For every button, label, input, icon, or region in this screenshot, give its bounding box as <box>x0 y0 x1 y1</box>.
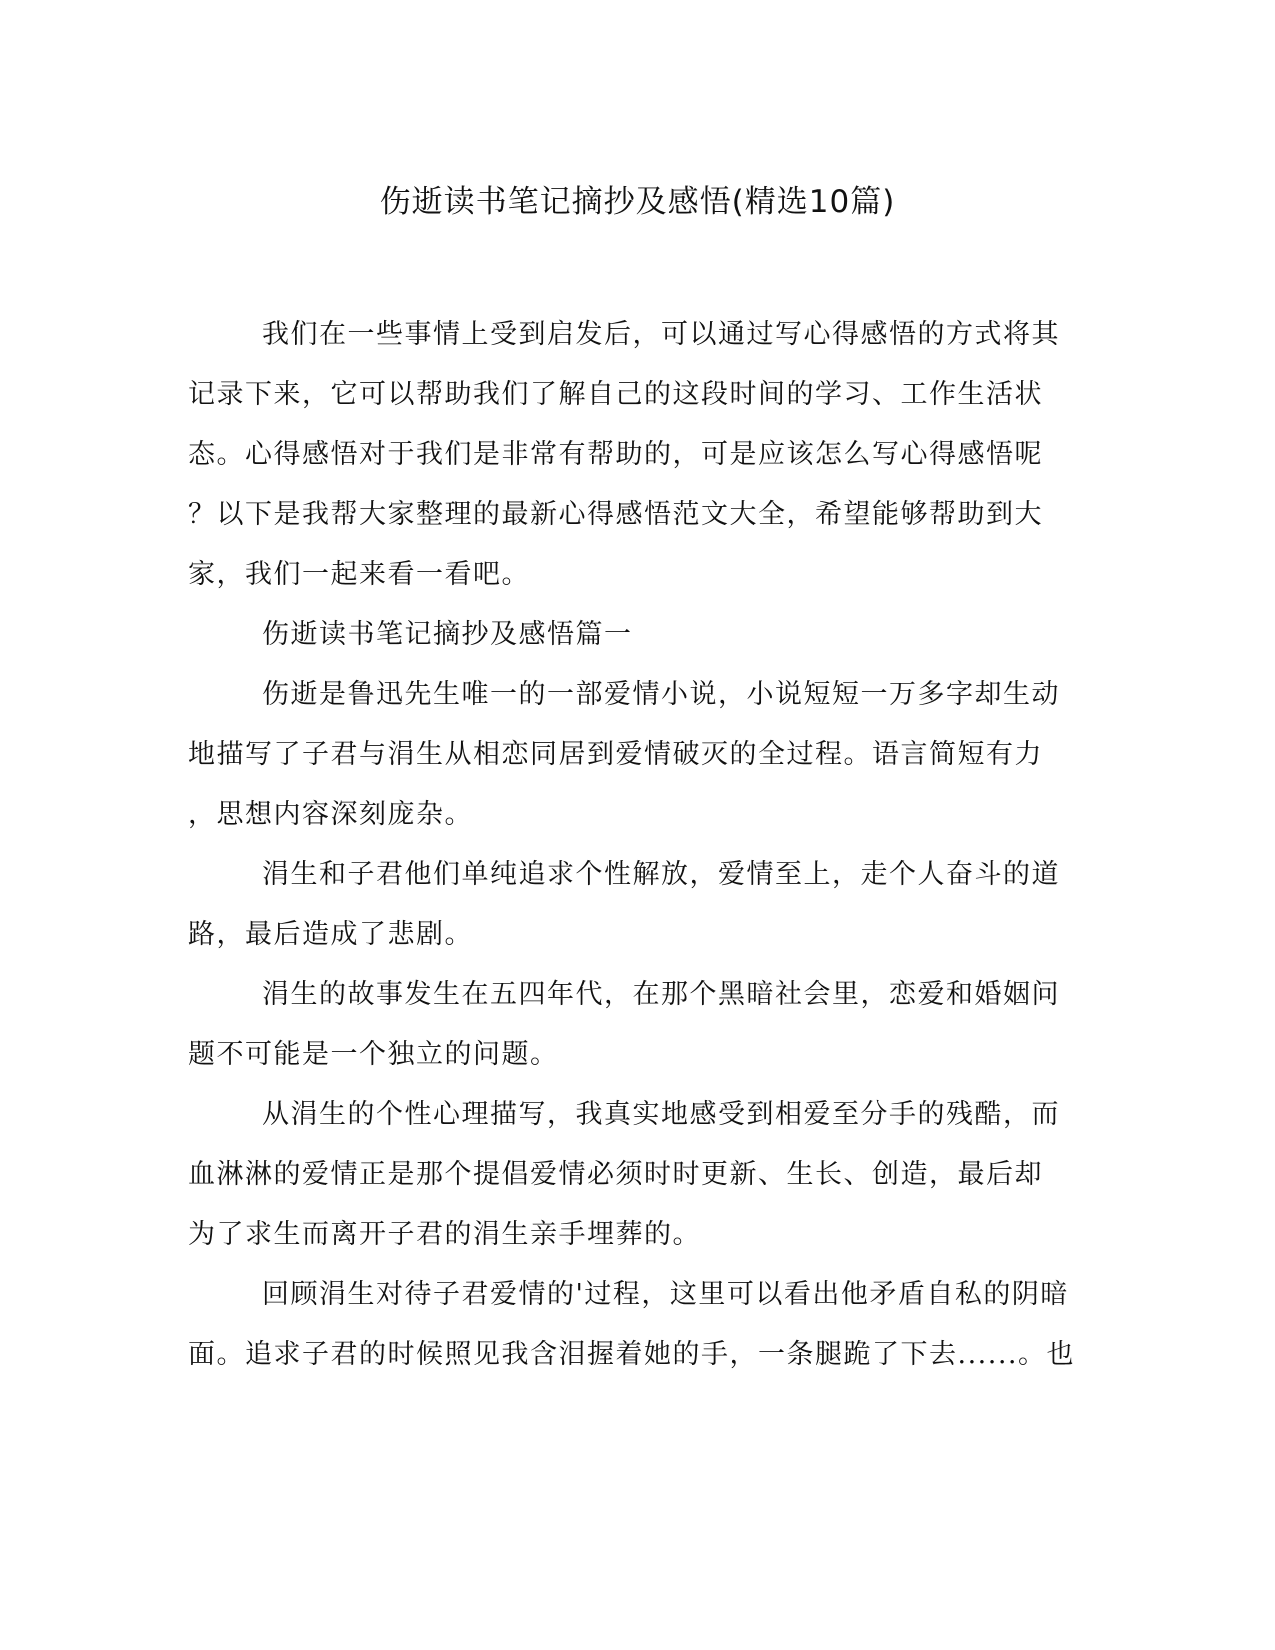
text-line: 为了求生而离开子君的涓生亲手埋葬的。 <box>188 1219 701 1250</box>
text-line: 记录下来，它可以帮助我们了解自己的这段时间的学习、工作生活状 <box>188 379 1043 410</box>
text-line: 地描写了子君与涓生从相恋同居到爱情破灭的全过程。语言简短有力 <box>188 739 1043 770</box>
text-line: 伤逝读书笔记摘抄及感悟篇一 <box>262 619 633 650</box>
text-line: ，思想内容深刻庞杂。 <box>188 799 473 830</box>
text-line: 题不可能是一个独立的问题。 <box>188 1039 559 1070</box>
text-line: ？以下是我帮大家整理的最新心得感悟范文大全，希望能够帮助到大 <box>188 499 1043 530</box>
text-line: 面。追求子君的时候照见我含泪握着她的手，一条腿跪了下去......。也 <box>188 1339 1075 1370</box>
text-line: 伤逝是鲁迅先生唯一的一部爱情小说，小说短短一万多字却生动 <box>262 679 1060 710</box>
document-title: 伤逝读书笔记摘抄及感悟(精选10篇) <box>379 184 896 220</box>
text-line: 血淋淋的爱情正是那个提倡爱情必须时时更新、生长、创造，最后却 <box>188 1159 1043 1190</box>
text-line: 涓生的故事发生在五四年代，在那个黑暗社会里，恋爱和婚姻问 <box>262 979 1060 1010</box>
text-line: 路，最后造成了悲剧。 <box>188 919 473 950</box>
text-line: 家，我们一起来看一看吧。 <box>188 559 530 590</box>
text-line: 我们在一些事情上受到启发后，可以通过写心得感悟的方式将其 <box>262 319 1060 350</box>
text-line: 从涓生的个性心理描写，我真实地感受到相爱至分手的残酷，而 <box>262 1099 1060 1130</box>
text-line: 态。心得感悟对于我们是非常有帮助的，可是应该怎么写心得感悟呢 <box>188 439 1043 470</box>
text-line: 回顾涓生对待子君爱情的'过程，这里可以看出他矛盾自私的阴暗 <box>262 1279 1069 1310</box>
text-line: 涓生和子君他们单纯追求个性解放，爱情至上，走个人奋斗的道 <box>262 859 1060 890</box>
